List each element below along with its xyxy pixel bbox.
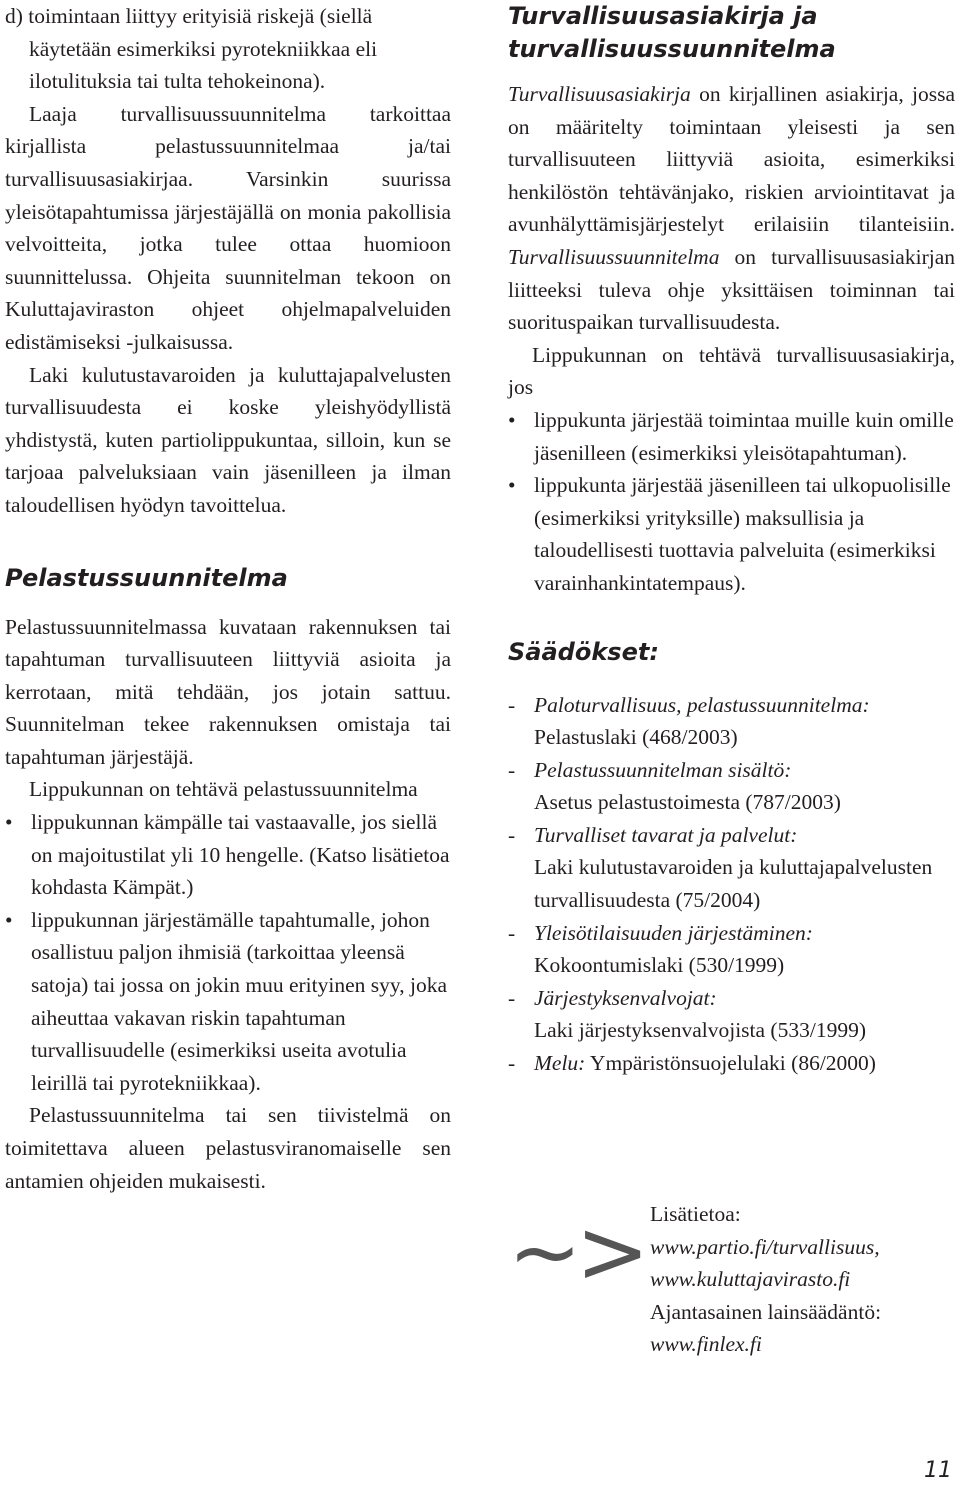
dash-icon: - [508,822,516,847]
regulation-law: Asetus pelastustoimesta (787/2003) [534,790,841,815]
regulation-item [508,689,955,754]
list-item [5,904,451,1100]
list-item-text: lippukunnan kämpälle tai vastaavalle, jos siellä on majoitustilat yli 10 hengelle. (Katso lisätietoa kohdasta Kämpät.) [31,810,450,900]
regulation-topic: Järjestyksenvalvojat: [534,985,717,1010]
term: Turvallisuusasiakirja [508,82,691,106]
more-info-box [508,1198,955,1357]
regulation-item [508,1047,955,1080]
regulation-item [508,982,955,1047]
regulation-law: Laki kulutustavaroiden ja kuluttajapalvelusten turvallisuudesta (75/2004) [534,855,933,913]
regulation-topic: Paloturvallisuus, pelastussuunnitelma: [534,692,870,717]
paragraph: Lippukunnan on tehtävä pelastussuunnitelma [29,777,418,802]
section-heading-line-1: Turvallisuusasiakirja ja [508,2,818,30]
dash-icon: - [508,757,516,782]
paragraph: Laki kulutustavaroiden ja kuluttajapalvelusten turvallisuudesta ei koske yleishyödyllistä yhdistystä, kuten partiolippukuntaa, silloin, kun se tarjoaa palveluksiaan vain jäsenilleen ja ilman taloudellisen hyödyn tavoittelua. [5,362,451,517]
intro-line-3: ilotulituksia tai tulta tehokeinona). [29,69,326,94]
regulation-law: Laki järjestyksenvalvojista (533/1999) [534,1018,866,1043]
term: Turvallisuussuunnitelma [508,244,720,269]
dash-icon: - [508,985,516,1010]
dash-icon: - [508,692,516,717]
regulation-topic: Yleisötilaisuuden järjestäminen: [534,920,813,945]
regulations-heading: Säädökset: [508,637,659,666]
section-heading: Pelastussuunnitelma [5,563,288,592]
paragraph: Pelastussuunnitelma tai sen tiivistelmä on toimitettava alueen pelastusviranomaiselle sen antamien ohjeiden mukaisesti. [5,1103,451,1193]
dash-icon: - [508,1051,516,1076]
link[interactable]: www.finlex.fi [650,1332,762,1357]
right-column [508,0,955,1080]
list-item [508,404,955,469]
regulation-item [508,819,955,917]
regulation-law: Pelastuslaki (468/2003) [534,725,738,750]
bullet-icon: • [5,810,13,835]
regulation-law: Kokoontumislaki (530/1999) [534,953,785,978]
left-column [5,0,451,1197]
dash-icon: - [508,920,516,945]
section-heading-line-2: turvallisuussuunnitelma [508,35,836,63]
regulation-item [508,917,955,982]
tilde-arrow-icon: ~> [508,1200,644,1303]
page-number: 11 [924,1458,952,1483]
bullet-icon: • [5,907,13,932]
link[interactable]: www.kuluttajavirasto.fi [650,1267,851,1292]
paragraph: Pelastussuunnitelmassa kuvataan rakennuksen tai tapahtuman turvallisuuteen liittyviä asioita ja kerrotaan, mitä tehdään, jos jotain sattuu. Suunnitelman tekee rakennuksen omistaja tai tapahtuman järjestäjä. [5,614,451,769]
more-info-label: Lisätietoa: [650,1202,741,1226]
paragraph-text: on kirjallinen asiakirja, jossa on määritelty toimintaan yleisesti ja sen turvallisuuteen liittyviä asioita, esimerkiksi henkilöstön tehtävänjako, riskien arviointitavat ja avunhälyttämisjärjestelyt erilaisiin tilanteisiin. [508,82,955,237]
paragraph: Laaja turvallisuussuunnitelma tarkoittaa kirjallista pelastussuunnitelmaa ja/tai turvallisuusasiakirjaa. Varsinkin suurissa yleisötapahtumissa järjestäjällä on monia pakollisia velvoitteita, jotka tulee ottaa huomioon suunnittelussa. Ohjeita suunnitelman tekoon on Kuluttajaviraston ohjeet ohjelmapalveluiden edistämiseksi -julkaisussa. [5,101,451,354]
regulation-item [508,754,955,819]
regulation-law: Ympäristönsuojelulaki (86/2000) [585,1051,876,1076]
paragraph [508,78,955,339]
intro-line-1: d) toimintaan liittyy erityisiä riskejä (siellä [5,4,373,28]
list-item-text: lippukunnan järjestämälle tapahtumalle, johon osallistuu paljon ihmisiä (tarkoittaa yleensä satoja) tai jossa on jokin muu erityinen syy, joka aiheuttaa vakavan riskin tapahtuman turvallisuudelle (esimerkiksi useita avotulia leirillä tai pyrotekniikkaa). [31,907,447,1095]
list-item [508,469,955,599]
list-item-text: lippukunta järjestää toimintaa muille kuin omille jäsenilleen (esimerkiksi yleisötapahtuman). [534,407,954,465]
regulation-topic: Turvalliset tavarat ja palvelut: [534,822,798,847]
intro-line-2: käytetään esimerkiksi pyrotekniikkaa eli [29,36,378,61]
list-item-text: lippukunta järjestää jäsenilleen tai ulkopuolisille (esimerkiksi yrityksille) maksullisia ja taloudellisesti tuottavia palveluita (esimerkiksi varainhankintatempaus). [534,473,951,595]
bullet-icon: • [508,407,516,432]
list-item [5,806,451,904]
legislation-label: Ajantasainen lainsäädäntö: [650,1299,882,1324]
link[interactable]: www.partio.fi/turvallisuus, [650,1234,880,1259]
regulation-topic: Pelastussuunnitelman sisältö: [534,757,792,782]
regulation-topic: Melu: [534,1051,586,1076]
paragraph: Lippukunnan on tehtävä turvallisuusasiakirja, jos [508,342,955,400]
paragraph-text: on turvallisuusasiakirjan liitteeksi tuleva ohje yksittäisen toiminnan tai suorituspaikan turvallisuudesta. [508,244,955,335]
bullet-icon: • [508,473,516,498]
